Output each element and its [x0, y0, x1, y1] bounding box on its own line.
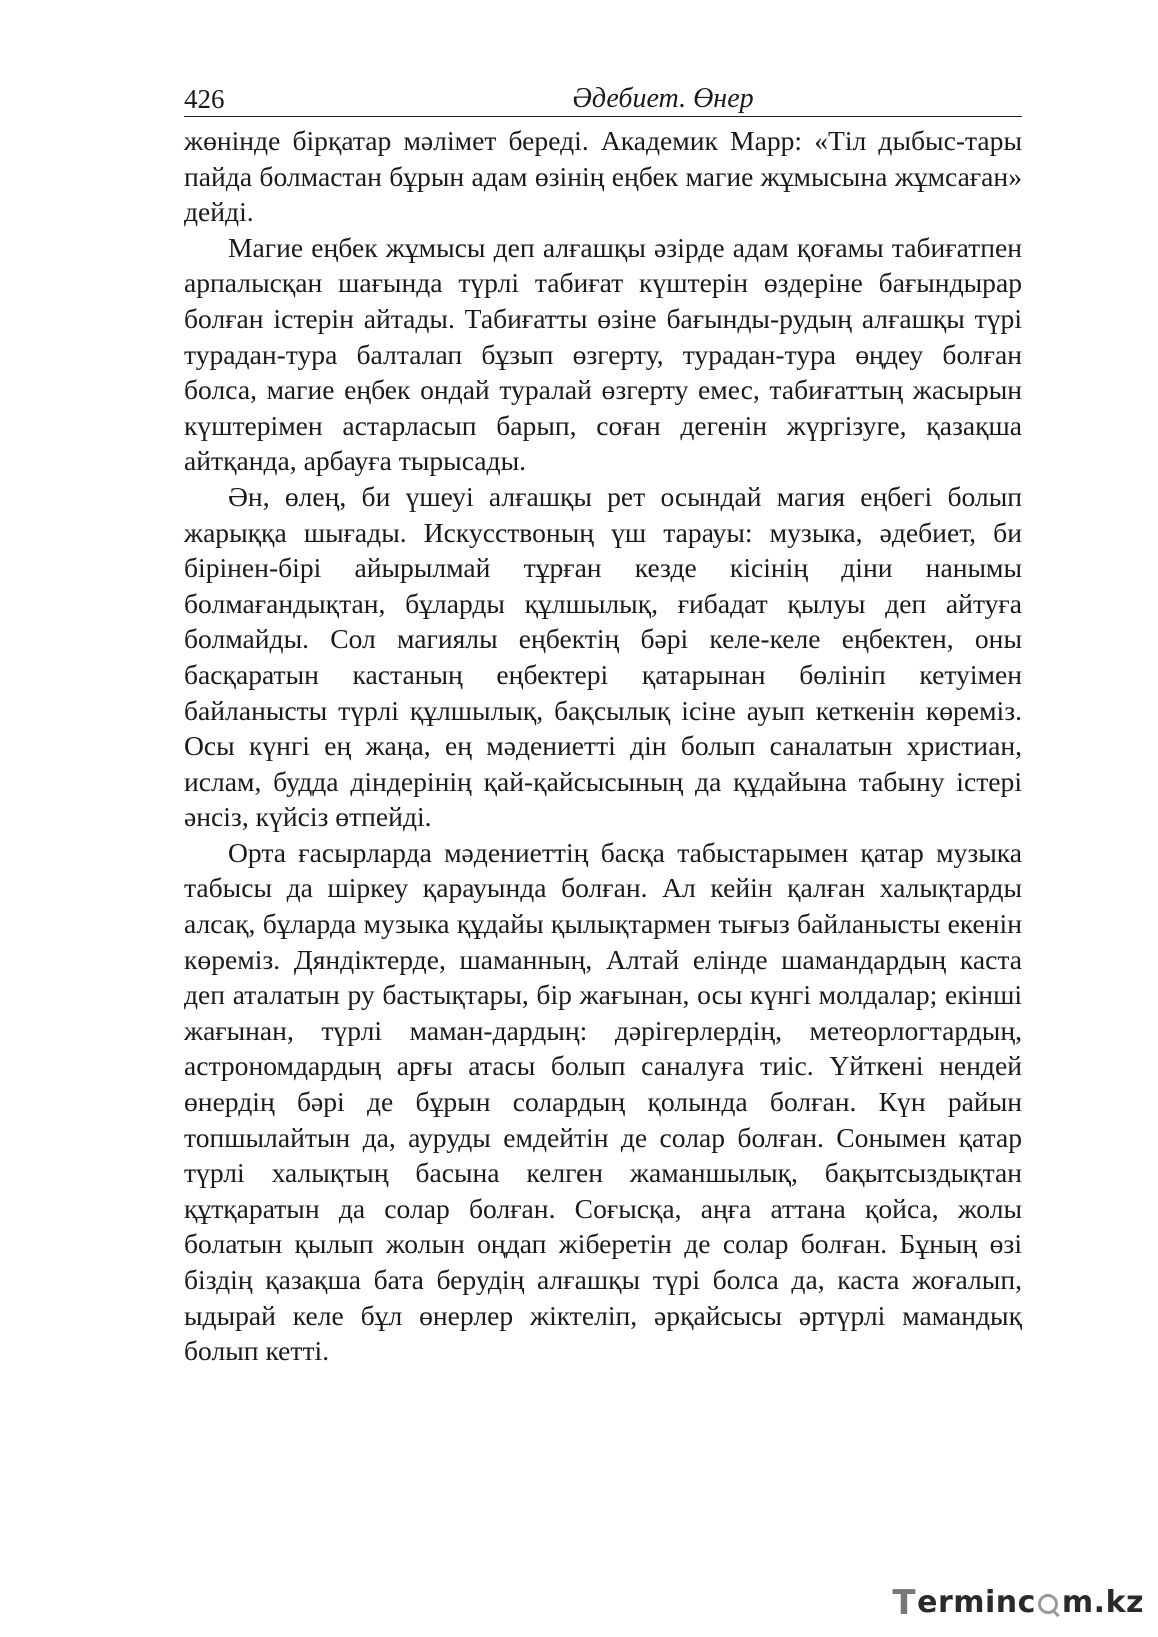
running-title: Әдебиет. Өнер	[572, 83, 754, 114]
page-number: 426	[184, 84, 225, 114]
paragraph: Орта ғасырларда мәдениеттің басқа табыстарымен қатар музыка табысы да шіркеу қарауында болған. Ал кейін қалған халықтарды алсақ, бұларда музыка құдайы қылықтармен тығыз байланысты екенін көреміз. Дяндіктерде, шаманның, Алтай елінде шамандардың каста деп аталатын ру бастықтары, бір жағынан, осы күнгі молдалар; екінші жағынан, түрлі маман-дардың: дәрігерлердің, метеорлогтардың, астрономдардың арғы атасы болып саналуға тиіс. Үйткені нендей өнердің бәрі де бұрын солардың қолында болған. Күн райын топшылайтын да, ауруды емдейтін де солар болған. Сонымен қатар түрлі халықтың басына келген жаманшылық, бақытсыздықтан құтқаратын да солар болған. Соғысқа, аңға аттана қойса, жолы болатын қылып жолын оңдап жіберетін де солар болған. Бұның өзі біздің қазақша бата берудің алғашқы түрі болса да, каста жоғалып, ыдырай келе бұл өнерлер жіктеліп, әрқайсысы әртүрлі мамандық болып кетті.	[184, 836, 1022, 1367]
watermark-text-end: m.kz	[1061, 1585, 1144, 1620]
watermark-text-start: erminc	[917, 1585, 1036, 1620]
paragraph: Магие еңбек жұмысы деп алғашқы әзірде адам қоғамы табиғатпен арпалысқан шағында түрлі табиғат күштерін өздеріне бағындырар болған істерін айтады. Табиғатты өзіне бағынды-рудың алғашқы түрі турадан-тура балталап бұзып өзгерту, турадан-тура өңдеу болған болса, магие еңбек ондай туралай өзгерту емес, табиғаттың жасырын күштерімен астарласып барып, соған дегенін жүргізуге, қазақша айтқанда, арбауға тырысады.	[184, 231, 1022, 477]
book-page	[184, 78, 1022, 1369]
magnifier-icon	[1038, 1594, 1060, 1616]
body-text	[184, 123, 1022, 1369]
paragraph-continuation: жөнінде бірқатар мәлімет береді. Академик Марр: «Тіл дыбыс-тары пайда болмастан бұрын адам өзінің еңбек магие жұмысына жұмсаған» дейді.	[184, 125, 1022, 228]
running-header	[184, 78, 1022, 117]
termincom-watermark	[892, 1581, 1144, 1621]
watermark-initial: T	[892, 1583, 917, 1623]
paragraph: Ән, өлең, би үшеуі алғашқы рет осындай магия еңбегі болып жарыққа шығады. Искусствоның үш тарауы: музыка, әдебиет, би бірінен-бірі айырылмай тұрған кезде кісінің діни нанымы болмағандықтан, бұларды құлшылық, ғибадат қылуы деп айтуға болмайды. Сол магиялы еңбектің бәрі келе-келе еңбектен, оны басқаратын кастаның еңбектері қатарынан бөлініп кетуімен байланысты түрлі құлшылық, бақсылық ісіне ауып кеткенін көреміз. Осы күнгі ең жаңа, ең мәдениетті дін болып саналатын христиан, ислам, будда діндерінің қай-қайсысының да құдайына табыну істері әнсіз, күйсіз өтпейді.	[184, 480, 1022, 833]
